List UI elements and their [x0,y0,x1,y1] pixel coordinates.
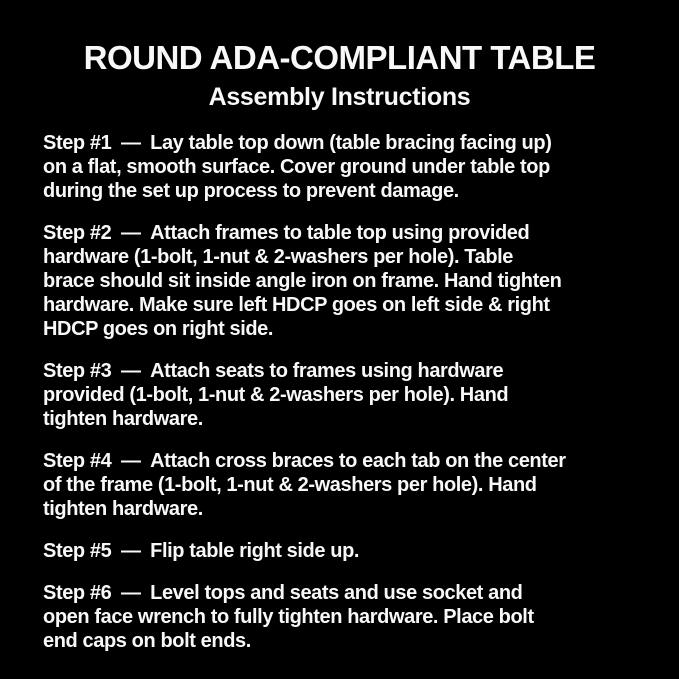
step-line: Step #5 — Flip table right side up. [43,540,360,562]
steps-list [0,131,679,653]
step-line: brace should sit inside angle iron on frame. Hand tighten [43,270,562,292]
step-6 [43,581,659,653]
step-line: on a flat, smooth surface. Cover ground under table top [43,156,550,178]
step-3 [43,359,659,431]
step-line: Step #2 — Attach frames to table top using provided [43,222,530,244]
step-line: during the set up process to prevent damage. [43,180,459,202]
step-2 [43,221,659,341]
step-line: HDCP goes on right side. [43,318,274,340]
step-line: Step #6 — Level tops and seats and use socket and [43,582,523,604]
step-4 [43,449,659,521]
step-line: provided (1-bolt, 1-nut & 2-washers per hole). Hand [43,384,509,406]
step-line: Step #1 — Lay table top down (table bracing facing up) [43,132,552,154]
step-line: end caps on bolt ends. [43,630,251,652]
page-subtitle: Assembly Instructions [208,83,471,111]
page-title: ROUND ADA-COMPLIANT TABLE [83,39,596,76]
step-line: tighten hardware. [43,498,203,520]
step-line: of the frame (1-bolt, 1-nut & 2-washers per hole). Hand [43,474,537,496]
step-line: hardware. Make sure left HDCP goes on left side & right [43,294,550,316]
step-line: tighten hardware. [43,408,203,430]
step-line: Step #3 — Attach seats to frames using hardware [43,360,504,382]
step-line: Step #4 — Attach cross braces to each tab on the center [43,450,566,472]
step-5 [43,539,659,563]
step-1 [43,131,659,203]
poster-header [0,36,679,114]
step-line: hardware (1-bolt, 1-nut & 2-washers per hole). Table [43,246,514,268]
step-line: open face wrench to fully tighten hardware. Place bolt [43,606,534,628]
